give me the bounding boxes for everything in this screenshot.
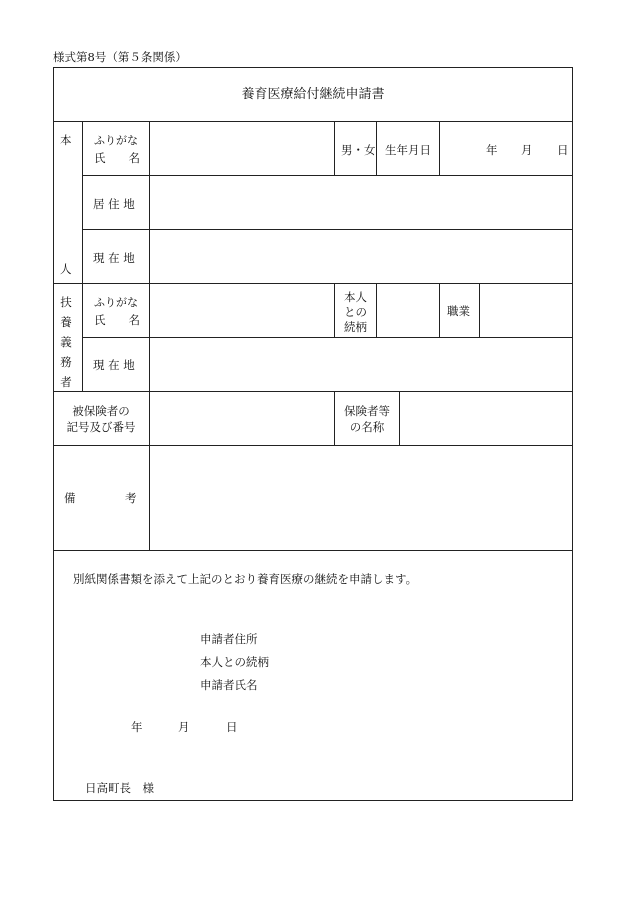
- rule-birthdate-left: [376, 121, 377, 175]
- rule-label-col-right: [149, 121, 150, 550]
- application-statement: 別紙関係書類を添えて上記のとおり養育医療の継続を申請します。: [73, 572, 418, 586]
- principal-name-label: 氏 名: [94, 151, 140, 165]
- principal-label-top: 本: [60, 133, 72, 147]
- addressee: 日高町長 様: [85, 781, 154, 795]
- rule-sex-left: [334, 121, 335, 175]
- rule-relation-right: [376, 283, 377, 337]
- submission-year: 年: [131, 720, 143, 734]
- applicant-name-label: 申請者氏名: [200, 678, 258, 692]
- insurer-label-2: の名称: [349, 420, 385, 434]
- sex-label[interactable]: 男・女: [341, 143, 376, 157]
- rule-insurer-left: [334, 391, 335, 445]
- submission-month: 月: [178, 720, 190, 734]
- birthdate-field[interactable]: [441, 123, 572, 174]
- occupation-field[interactable]: [481, 285, 572, 336]
- insurer-name-field[interactable]: [401, 393, 572, 444]
- occupation-label: 職業: [447, 304, 470, 318]
- guardian-address-field[interactable]: [151, 339, 572, 390]
- rule-residence-bottom: [82, 229, 573, 230]
- guardian-section-label: [59, 292, 73, 392]
- guardian-label-char: 扶: [60, 295, 72, 309]
- applicant-name-field[interactable]: [270, 674, 560, 694]
- residence-field[interactable]: [151, 177, 572, 228]
- insured-label-2: 記号及び番号: [66, 420, 136, 434]
- submission-day: 日: [226, 720, 238, 734]
- principal-name-field[interactable]: [151, 123, 333, 174]
- applicant-address-label: 申請者住所: [200, 632, 258, 646]
- remarks-field[interactable]: [151, 447, 572, 549]
- form-number: 様式第8号（第５条関係）: [53, 50, 187, 64]
- rule-occupation-left: [439, 283, 440, 337]
- birthdate-label: 生年月日: [385, 143, 431, 157]
- principal-furigana-label: ふりがな: [94, 134, 138, 147]
- guardian-label-char: 養: [60, 315, 72, 329]
- guardian-label-char: 義: [60, 335, 72, 349]
- applicant-relation-label: 本人との続柄: [200, 655, 269, 669]
- insurer-label-1: 保険者等: [344, 404, 390, 418]
- rule-guardian-bottom: [53, 391, 573, 392]
- rule-insurance-bottom: [53, 445, 573, 446]
- relation-label-2: との: [344, 305, 367, 319]
- rule-name-bottom: [82, 175, 573, 176]
- guardian-address-label: 現 在 地: [93, 358, 135, 372]
- rule-date-left: [439, 121, 440, 175]
- relation-label-3: 続柄: [344, 320, 367, 334]
- remarks-label-right: 考: [125, 491, 137, 505]
- guardian-label-char: 務: [60, 355, 72, 369]
- rule-principal-bottom: [53, 283, 573, 284]
- rule-section-label-right: [82, 121, 83, 391]
- principal-address-label: 現 在 地: [93, 251, 135, 265]
- principal-label-bottom: 人: [60, 262, 72, 276]
- applicant-relation-field[interactable]: [280, 651, 560, 671]
- rule-insurer-right: [399, 391, 400, 445]
- guardian-label-char: 者: [60, 375, 72, 389]
- rule-relation-left: [334, 283, 335, 337]
- birthdate-month: 月: [521, 143, 533, 157]
- guardian-furigana-label: ふりがな: [94, 296, 138, 309]
- relation-field[interactable]: [378, 285, 438, 336]
- guardian-name-field[interactable]: [151, 285, 333, 336]
- rule-title-bottom: [53, 121, 573, 122]
- guardian-name-label: 氏 名: [94, 313, 140, 327]
- form-title: 養育医療給付継続申請書: [241, 87, 385, 102]
- residence-label: 居 住 地: [93, 197, 135, 211]
- rule-guardian-name-bottom: [82, 337, 573, 338]
- submission-date-field[interactable]: [95, 716, 240, 736]
- principal-address-field[interactable]: [151, 231, 572, 282]
- birthdate-year: 年: [486, 143, 498, 157]
- remarks-label-left: 備: [64, 491, 76, 505]
- applicant-address-field[interactable]: [270, 628, 560, 648]
- birthdate-day: 日: [557, 143, 569, 157]
- rule-occupation-right: [479, 283, 480, 337]
- rule-remarks-bottom: [53, 550, 573, 551]
- relation-label-1: 本人: [344, 290, 367, 304]
- insured-number-field[interactable]: [151, 393, 333, 444]
- insured-label-1: 被保険者の: [72, 404, 130, 418]
